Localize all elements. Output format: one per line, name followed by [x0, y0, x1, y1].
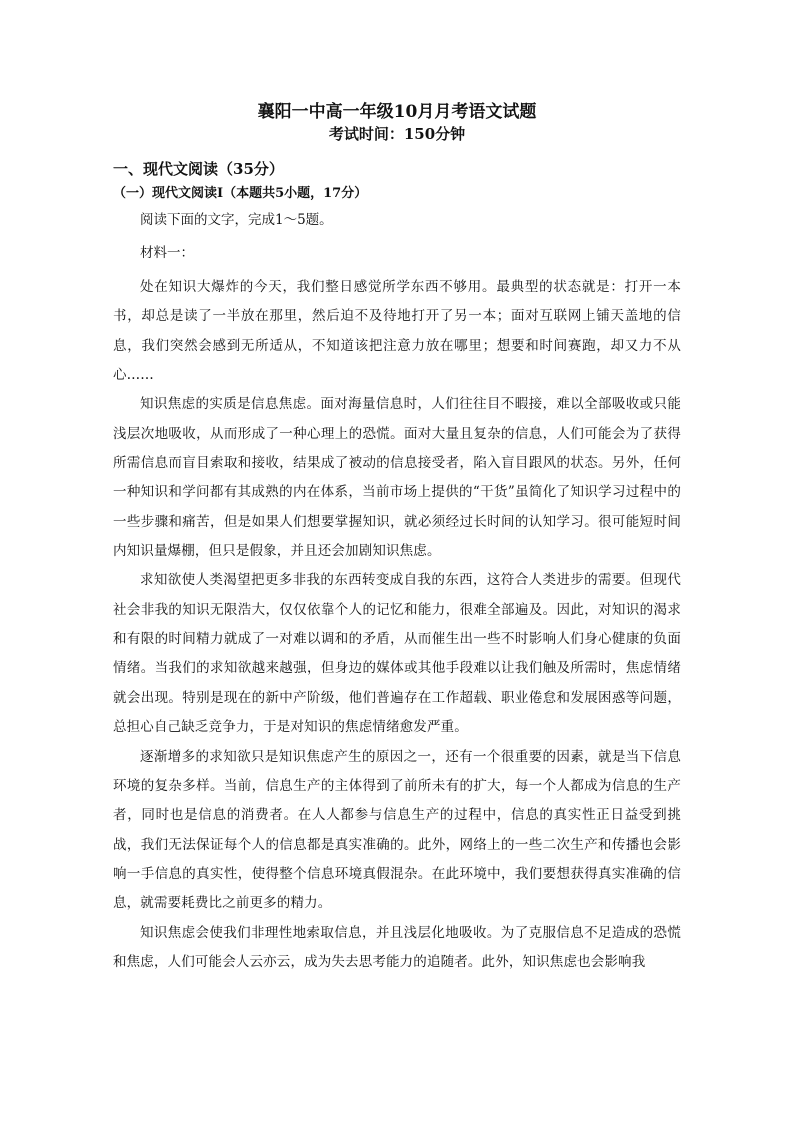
- exam-duration: 考试时间：150分钟: [328, 125, 466, 143]
- passage-paragraph: 处在知识大爆炸的今天，我们整日感觉所学东西不够用。最典型的状态就是：打开一本书，却总是读了一半放在那里，然后迫不及待地打开了另一本；面对互联网上铺天盖地的信息，我们突然会感到无所适从，不知道该把注意力放在哪里；想要和时间赛跑，却又力不从心……: [113, 279, 681, 384]
- reading-instruction: 阅读下面的文字，完成1～5题。: [140, 212, 333, 228]
- passage-paragraph: 求知欲使人类渴望把更多非我的东西转变成自我的东西，这符合人类进步的需要。但现代社会非我的知识无限浩大，仅仅依靠个人的记忆和能力，很难全部遍及。因此，对知识的渴求和有限的时间精力就成了一对难以调和的矛盾，从而催生出一些不时影响人们身心健康的负面情绪。当我们的求知欲越来越强，但身边的媒体或其他手段难以让我们触及所需时，焦虑情绪就会出现。特别是现在的新中产阶级，他们普遍存在工作超载、职业倦怠和发展困惑等问题，总担心自己缺乏竞争力，于是对知识的焦虑情绪愈发严重。: [113, 572, 681, 736]
- exam-title: 襄阳一中高一年级10月月考语文试题: [257, 102, 537, 122]
- material-label: 材料一：: [140, 245, 194, 261]
- passage-paragraph: 知识焦虑会使我们非理性地索取信息，并且浅层化地吸收。为了克服信息不足造成的恐慌和焦虑，人们可能会人云亦云，成为失去思考能力的追随者。此外，知识焦虑也会影响我: [113, 924, 681, 970]
- passage-body: [113, 273, 681, 977]
- passage-paragraph: 知识焦虑的实质是信息焦虑。面对海量信息时，人们往往目不暇接，难以全部吸收或只能浅层次地吸收，从而形成了一种心理上的恐慌。面对大量且复杂的信息，人们可能会为了获得所需信息而盲目索取和接收，结果成了被动的信息接受者，陷入盲目跟风的状态。另外，任何一种知识和学问都有其成熟的内在体系，当前市场上提供的“干货”虽简化了知识学习过程中的一些步骤和痛苦，但是如果人们想要掌握知识，就必须经过长时间的认知学习。很可能短时间内知识量爆棚，但只是假象，并且还会加剧知识焦虑。: [113, 396, 681, 560]
- passage-paragraph: 逐渐增多的求知欲只是知识焦虑产生的原因之一，还有一个很重要的因素，就是当下信息环境的复杂多样。当前，信息生产的主体得到了前所未有的扩大，每一个人都成为信息的生产者，同时也是信息的消费者。在人人都参与信息生产的过程中，信息的真实性正日益受到挑战，我们无法保证每个人的信息都是真实准确的。此外，网络上的一些二次生产和传播也会影响一手信息的真实性，使得整个信息环境真假混杂。在此环境中，我们要想获得真实准确的信息，就需要耗费比之前更多的精力。: [113, 748, 681, 912]
- sub-section-heading: （一）现代文阅读Ⅰ（本题共5小题，17分）: [113, 186, 368, 201]
- section-heading: 一、现代文阅读（35分）: [113, 160, 284, 178]
